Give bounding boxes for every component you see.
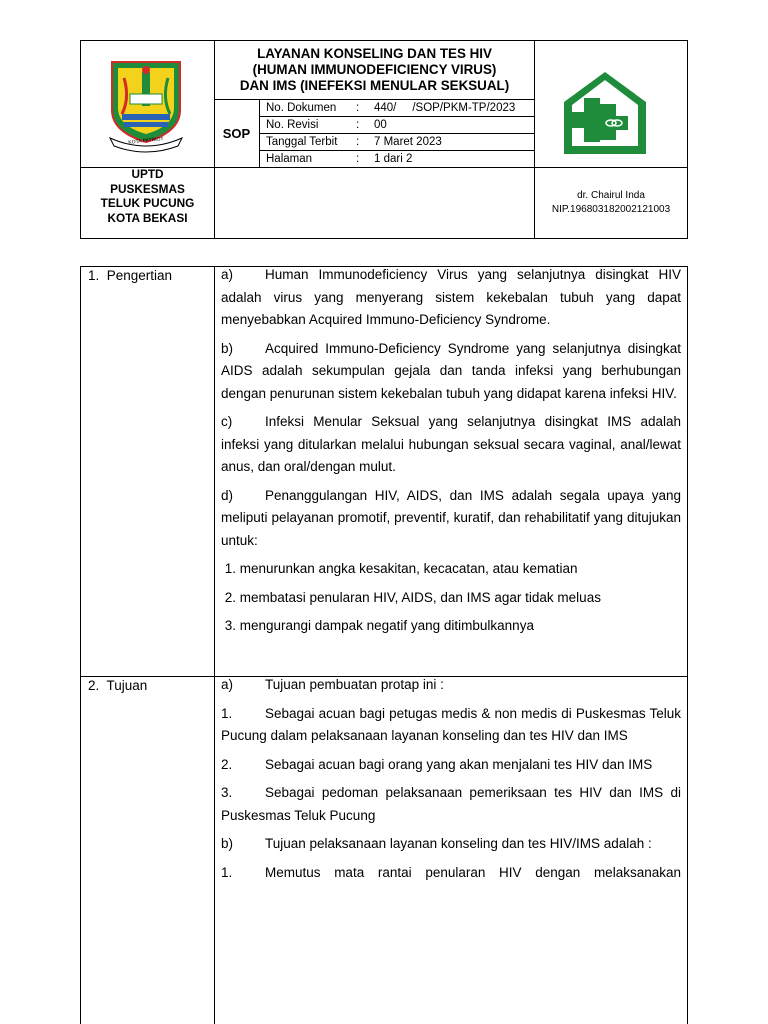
purpose-item [221, 862, 681, 885]
unit-line: TELUK PUCUNG [100, 196, 195, 210]
paragraph-text: Tujuan pelaksanaan layanan konseling dan tes HIV/IMS adalah : [265, 836, 652, 851]
sop-label: SOP [222, 126, 251, 141]
meta-sep: : [356, 102, 360, 114]
paragraph-text: Human Immunodeficiency Virus yang selanjutnya disingkat HIV adalah virus yang menyerang sistem kekebalan tubuh yang dapat menyebabkan Acquired Immuno-Deficiency Syndrome. [221, 267, 681, 327]
paragraph-letter: b) [221, 836, 234, 851]
meta-label: No. Revisi [266, 119, 319, 131]
section-label-tujuan: 2. Tujuan [88, 678, 148, 693]
purpose-item [221, 754, 681, 777]
purpose-item [221, 703, 681, 748]
paragraph-letter: b) [221, 340, 234, 356]
purpose-paragraph [221, 833, 681, 856]
meta-label: No. Dokumen [266, 102, 337, 114]
item-text: Memutus mata rantai penularan HIV dengan melaksanakan [265, 864, 681, 880]
unit-line: UPTD [131, 167, 164, 181]
meta-sep: : [356, 136, 360, 148]
title-line: (HUMAN IMMUNODEFICIENCY VIRUS) [252, 62, 497, 77]
definition-paragraph [221, 411, 681, 479]
list-item: 1. menurunkan angka kesakitan, kecacatan, atau kematian [221, 561, 578, 576]
item-text: Sebagai acuan bagi petugas medis & non medis di Puskesmas Teluk Pucung dalam pelaksanaan layanan konseling dan tes HIV dan IMS [221, 705, 681, 743]
paragraph-text: Tujuan pembuatan protap ini : [265, 677, 444, 692]
meta-label: Tanggal Terbit [266, 136, 338, 148]
title-line: DAN IMS (INEFEKSI MENULAR SEKSUAL) [239, 78, 510, 93]
definition-paragraph [221, 264, 681, 332]
item-text: Sebagai acuan bagi orang yang akan menjalani tes HIV dan IMS [265, 756, 653, 772]
signatory-nip: NIP.196803182002121003 [551, 204, 671, 215]
section-label-pengertian: 1. Pengertian [88, 268, 173, 283]
item-number: 1. [221, 705, 233, 721]
meta-label: Halaman [266, 153, 313, 165]
document-title [215, 46, 534, 94]
item-number: 2. [221, 756, 233, 772]
definition-paragraph [221, 485, 681, 553]
list-item: 2. membatasi penularan HIV, AIDS, dan IMS agar tidak meluas [221, 589, 601, 605]
logo-motto: KOTA PATRIOT [128, 136, 164, 146]
puskesmas-logo [562, 70, 648, 156]
meta-sep: : [356, 153, 360, 165]
section-tujuan [221, 674, 681, 884]
list-item: 3. mengurangi dampak negatif yang ditimbulkannya [221, 618, 534, 633]
paragraph-text: Acquired Immuno-Deficiency Syndrome yang selanjutnya disingkat AIDS adalah sekumpulan gejala dan tanda infeksi yang berhubungan dengan penurunan sistem kekebalan tubuh yang didapat karena infeksi HIV. [221, 340, 681, 401]
paragraph-letter: d) [221, 487, 234, 503]
signatory [535, 189, 687, 217]
meta-value: 00 [374, 119, 387, 131]
signatory-name: dr. Chairul Inda [577, 190, 645, 201]
unit-name [81, 167, 214, 225]
paragraph-letter: a) [221, 267, 234, 282]
paragraph-text: Penanggulangan HIV, AIDS, dan IMS adalah segala upaya yang meliputi pelayanan promotif, preventif, kuratif, dan rehabilitatif yang ditujukan untuk: [221, 487, 681, 548]
purpose-paragraph [221, 674, 681, 697]
item-text: Sebagai pedoman pelaksanaan pemeriksaan tes HIV dan IMS di Puskesmas Teluk Pucung [221, 785, 681, 823]
title-line: LAYANAN KONSELING DAN TES HIV [257, 46, 492, 61]
paragraph-letter: c) [221, 414, 233, 429]
meta-sep: : [356, 119, 360, 131]
unit-line: KOTA BEKASI [107, 210, 188, 225]
item-number: 3. [221, 785, 233, 800]
meta-value: 1 dari 2 [374, 153, 413, 165]
meta-value: 440/ /SOP/PKM-TP/2023 [374, 102, 516, 114]
paragraph-text: Infeksi Menular Seksual yang selanjutnya disingkat IMS adalah infeksi yang ditularkan melalui hubungan seksual secara vaginal, anal/lewat anus, dan oral/dengan mulut. [221, 414, 681, 474]
item-number: 1. [221, 864, 233, 880]
unit-line: PUSKESMAS [110, 181, 185, 196]
section-pengertian [221, 264, 681, 638]
meta-value: 7 Maret 2023 [374, 136, 442, 148]
definition-paragraph [221, 338, 681, 406]
purpose-item [221, 782, 681, 827]
paragraph-letter: a) [221, 677, 234, 692]
